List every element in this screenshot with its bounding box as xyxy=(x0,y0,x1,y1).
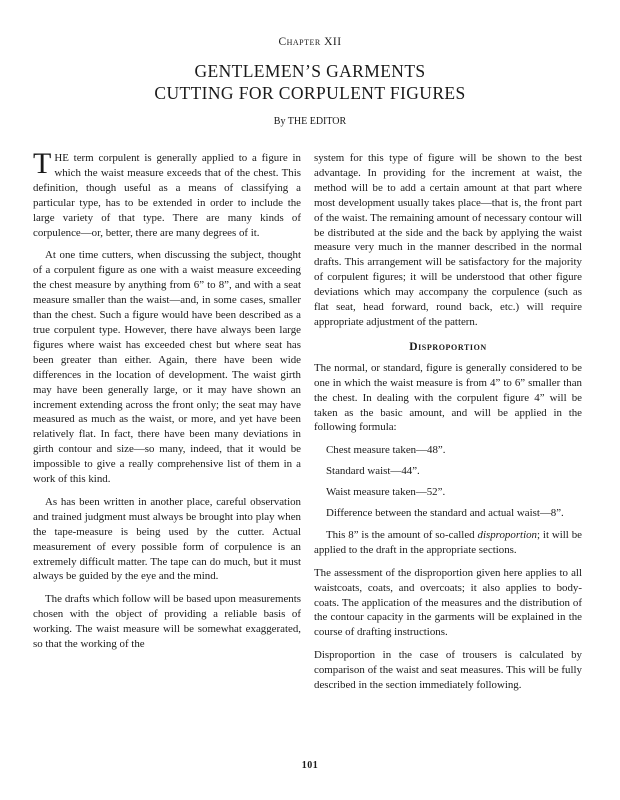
section-heading: Disproportion xyxy=(409,340,487,353)
paragraph: At one time cutters, when discussing the subject, thought of a corpulent figure as one with a waist measure exceeding the chest measure by anything from 6” to 8”, and with a seat measure smaller than the waist—and, in some cases, smaller than the chest. Such a figure would have been described as a true corpulent type. However, there have always been large figures where waist has exceeded chest but where seat has been greater than either. Again, there have been wide differences in the location of development. The waist girth may have been generally large, or it may have shown an increment extending across the front only; the seat may have measured as much as the waist, or more, and yet have been relatively flat. In fact, there have been many deviations in girth contour and size—so many, indeed, that it would be impossible to give a really comprehensive list of them in a work of this kind. xyxy=(33,249,301,486)
formula-line: Difference between the standard and actual waist—8”. xyxy=(326,507,564,520)
emphasis-text: disproportion xyxy=(477,528,538,541)
paragraph xyxy=(314,528,582,558)
left-column xyxy=(33,147,301,660)
page-title xyxy=(0,60,620,104)
paragraph-text: This 8” is the amount of so-called xyxy=(326,528,478,541)
paragraph xyxy=(33,147,301,240)
page-number: 101 xyxy=(301,760,319,771)
formula-line: Chest measure taken—48”. xyxy=(326,444,446,457)
byline: By THE EDITOR xyxy=(273,116,347,127)
right-column xyxy=(314,151,582,701)
paragraph: system for this type of figure will be shown to the best advantage. In providing for the increment at waist, the method will be to add a certain amount at that part where most development usually takes place—that is, the front part of the waist. The remaining amount of necessary contour will be distributed at the side and the back by applying the waist measure very much in the manner described in the normal drafts. This arrangement will be satisfactory for the majority of corpulent figures; it will be understood that other figure deviations which may accompany the corpulence (such as flat seat, head forward, round back, etc.) will require appropriate adjustment of the pattern. xyxy=(314,152,582,328)
title-line-2: CUTTING FOR CORPULENT FIGURES xyxy=(154,83,466,103)
paragraph: The assessment of the disproportion given here applies to all waistcoats, coats, and overcoats; it also applies to body-coats. The application of the measures and the distribution of the contour capacity in the garments will be explained in the course of drafting instructions. xyxy=(314,566,582,639)
title-line-1: GENTLEMEN’S GARMENTS xyxy=(194,61,426,81)
formula-line: Waist measure taken—52”. xyxy=(326,486,446,499)
paragraph-text: ; it will be applied to the draft in the appropriate sections. xyxy=(314,528,582,556)
formula-line: Standard waist—44”. xyxy=(326,465,420,478)
formula-block xyxy=(314,443,582,521)
paragraph: As has been written in another place, careful observation and trained judgment must always be brought into play when the tape-measure is being used by the cutter. Actual measurement of every possible form of corpulence is an extremely difficult matter. The tape can do much, but it must always be guided by the eye and the mind. xyxy=(33,495,301,583)
drop-cap: T xyxy=(33,147,52,180)
chapter-heading: Chapter XII xyxy=(278,36,342,48)
paragraph-text: HE term corpulent is generally applied to a figure in which the waist measure exceeds that of the chest. This definition, though useful as a means of classifying a particular type, has to be extended in order to include the large variety of that type. There are many kinds of corpulence—or, better, there are many degrees of it. xyxy=(33,152,301,239)
paragraph: Disproportion in the case of trousers is calculated by comparison of the waist and seat measures. This will be fully described in the section immediately following. xyxy=(314,649,582,692)
paragraph: The drafts which follow will be based upon measurements chosen with the object of providing a reliable basis of working. The waist measure will be somewhat exaggerated, so that the working of the xyxy=(33,593,301,651)
paragraph: The normal, or standard, figure is generally considered to be one in which the waist measure is from 4” to 6” smaller than the chest. In dealing with the corpulent figure 4” will be taken as the basic amount, and will be applied in the following formula: xyxy=(314,361,582,434)
